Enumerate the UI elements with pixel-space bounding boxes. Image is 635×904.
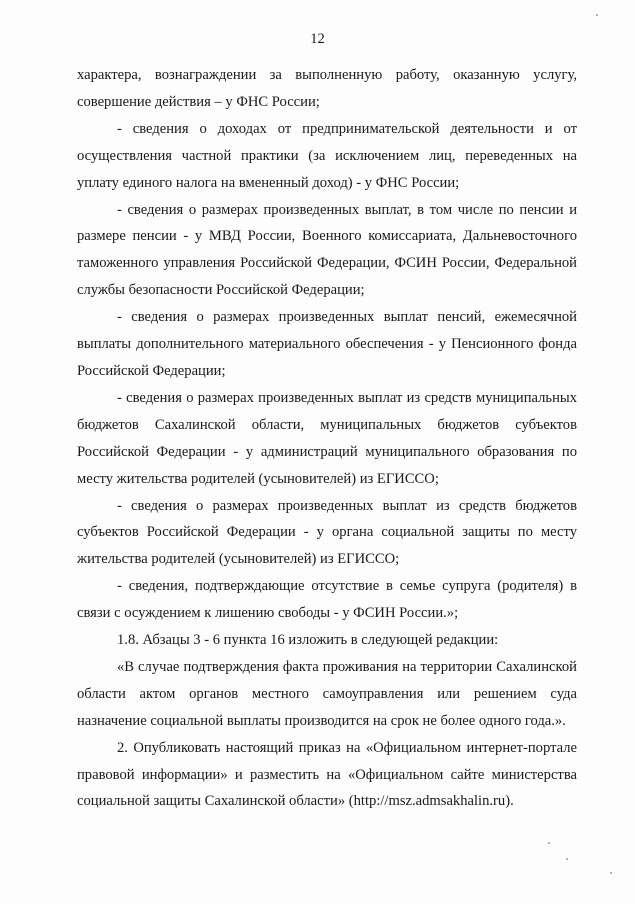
page-number: 12 bbox=[310, 31, 325, 47]
paragraph-municipal-budgets: - сведения о размерах произведенных выплат из средств муниципальных бюджетов Сахалинской области, муниципальных бюджетов субъектов Российской Федерации - у администраций муниципального образования по месту жительства родителей (усыновителей) из ЕГИССО; bbox=[77, 389, 577, 487]
paragraph-business-income: - сведения о доходах от предпринимательской деятельности и от осуществления частной практики (за исключением лиц, переведенных на уплату единого налога на вмененный доход) - у ФНС России; bbox=[77, 120, 577, 191]
scan-speck bbox=[610, 872, 612, 874]
document-body bbox=[77, 62, 577, 815]
scan-speck bbox=[548, 842, 550, 844]
paragraph-pension-fund: - сведения о размерах произведенных выплат пенсий, ежемесячной выплаты дополнительного материального обеспечения - у Пенсионного фонда Российской Федерации; bbox=[77, 309, 577, 379]
scan-speck bbox=[596, 14, 598, 16]
paragraph-publication: 2. Опубликовать настоящий приказ на «Официальном интернет-портале правовой информации» и разместить на «Официальном сайте министерства социальной защиты Сахалинской области» (http://msz.admsakhalin.ru). bbox=[77, 739, 577, 810]
scan-speck bbox=[566, 858, 568, 860]
paragraph-regional-budgets: - сведения о размерах произведенных выплат из средств бюджетов субъектов Российской Федерации - у органа социальной защиты по месту жительства родителей (усыновителей) из ЕГИССО; bbox=[77, 497, 577, 568]
paragraph-item-1-8: 1.8. Абзацы 3 - 6 пункта 16 изложить в следующей редакции: bbox=[117, 632, 499, 649]
paragraph-imprisonment: - сведения, подтверждающие отсутствие в семье супруга (родителя) в связи с осуждением к лишению свободы - у ФСИН России.»; bbox=[77, 578, 577, 622]
paragraph-pension-payments: - сведения о размерах произведенных выплат, в том числе по пенсии и размере пенсии - у МВД России, Военного комиссариата, Дальневосточного таможенного управления Российской Федерации, ФСИН России, Федеральной службы безопасности Российской Федерации; bbox=[77, 201, 577, 299]
paragraph-income-continuation: характера, вознаграждении за выполненную работу, оказанную услугу, совершение действия – у ФНС России; bbox=[77, 67, 577, 110]
paragraph-residence-confirmation: «В случае подтверждения факта проживания на территории Сахалинской области актом органов местного самоуправления или решением суда назначение социальной выплаты производится на срок не более одного года.». bbox=[77, 658, 577, 729]
